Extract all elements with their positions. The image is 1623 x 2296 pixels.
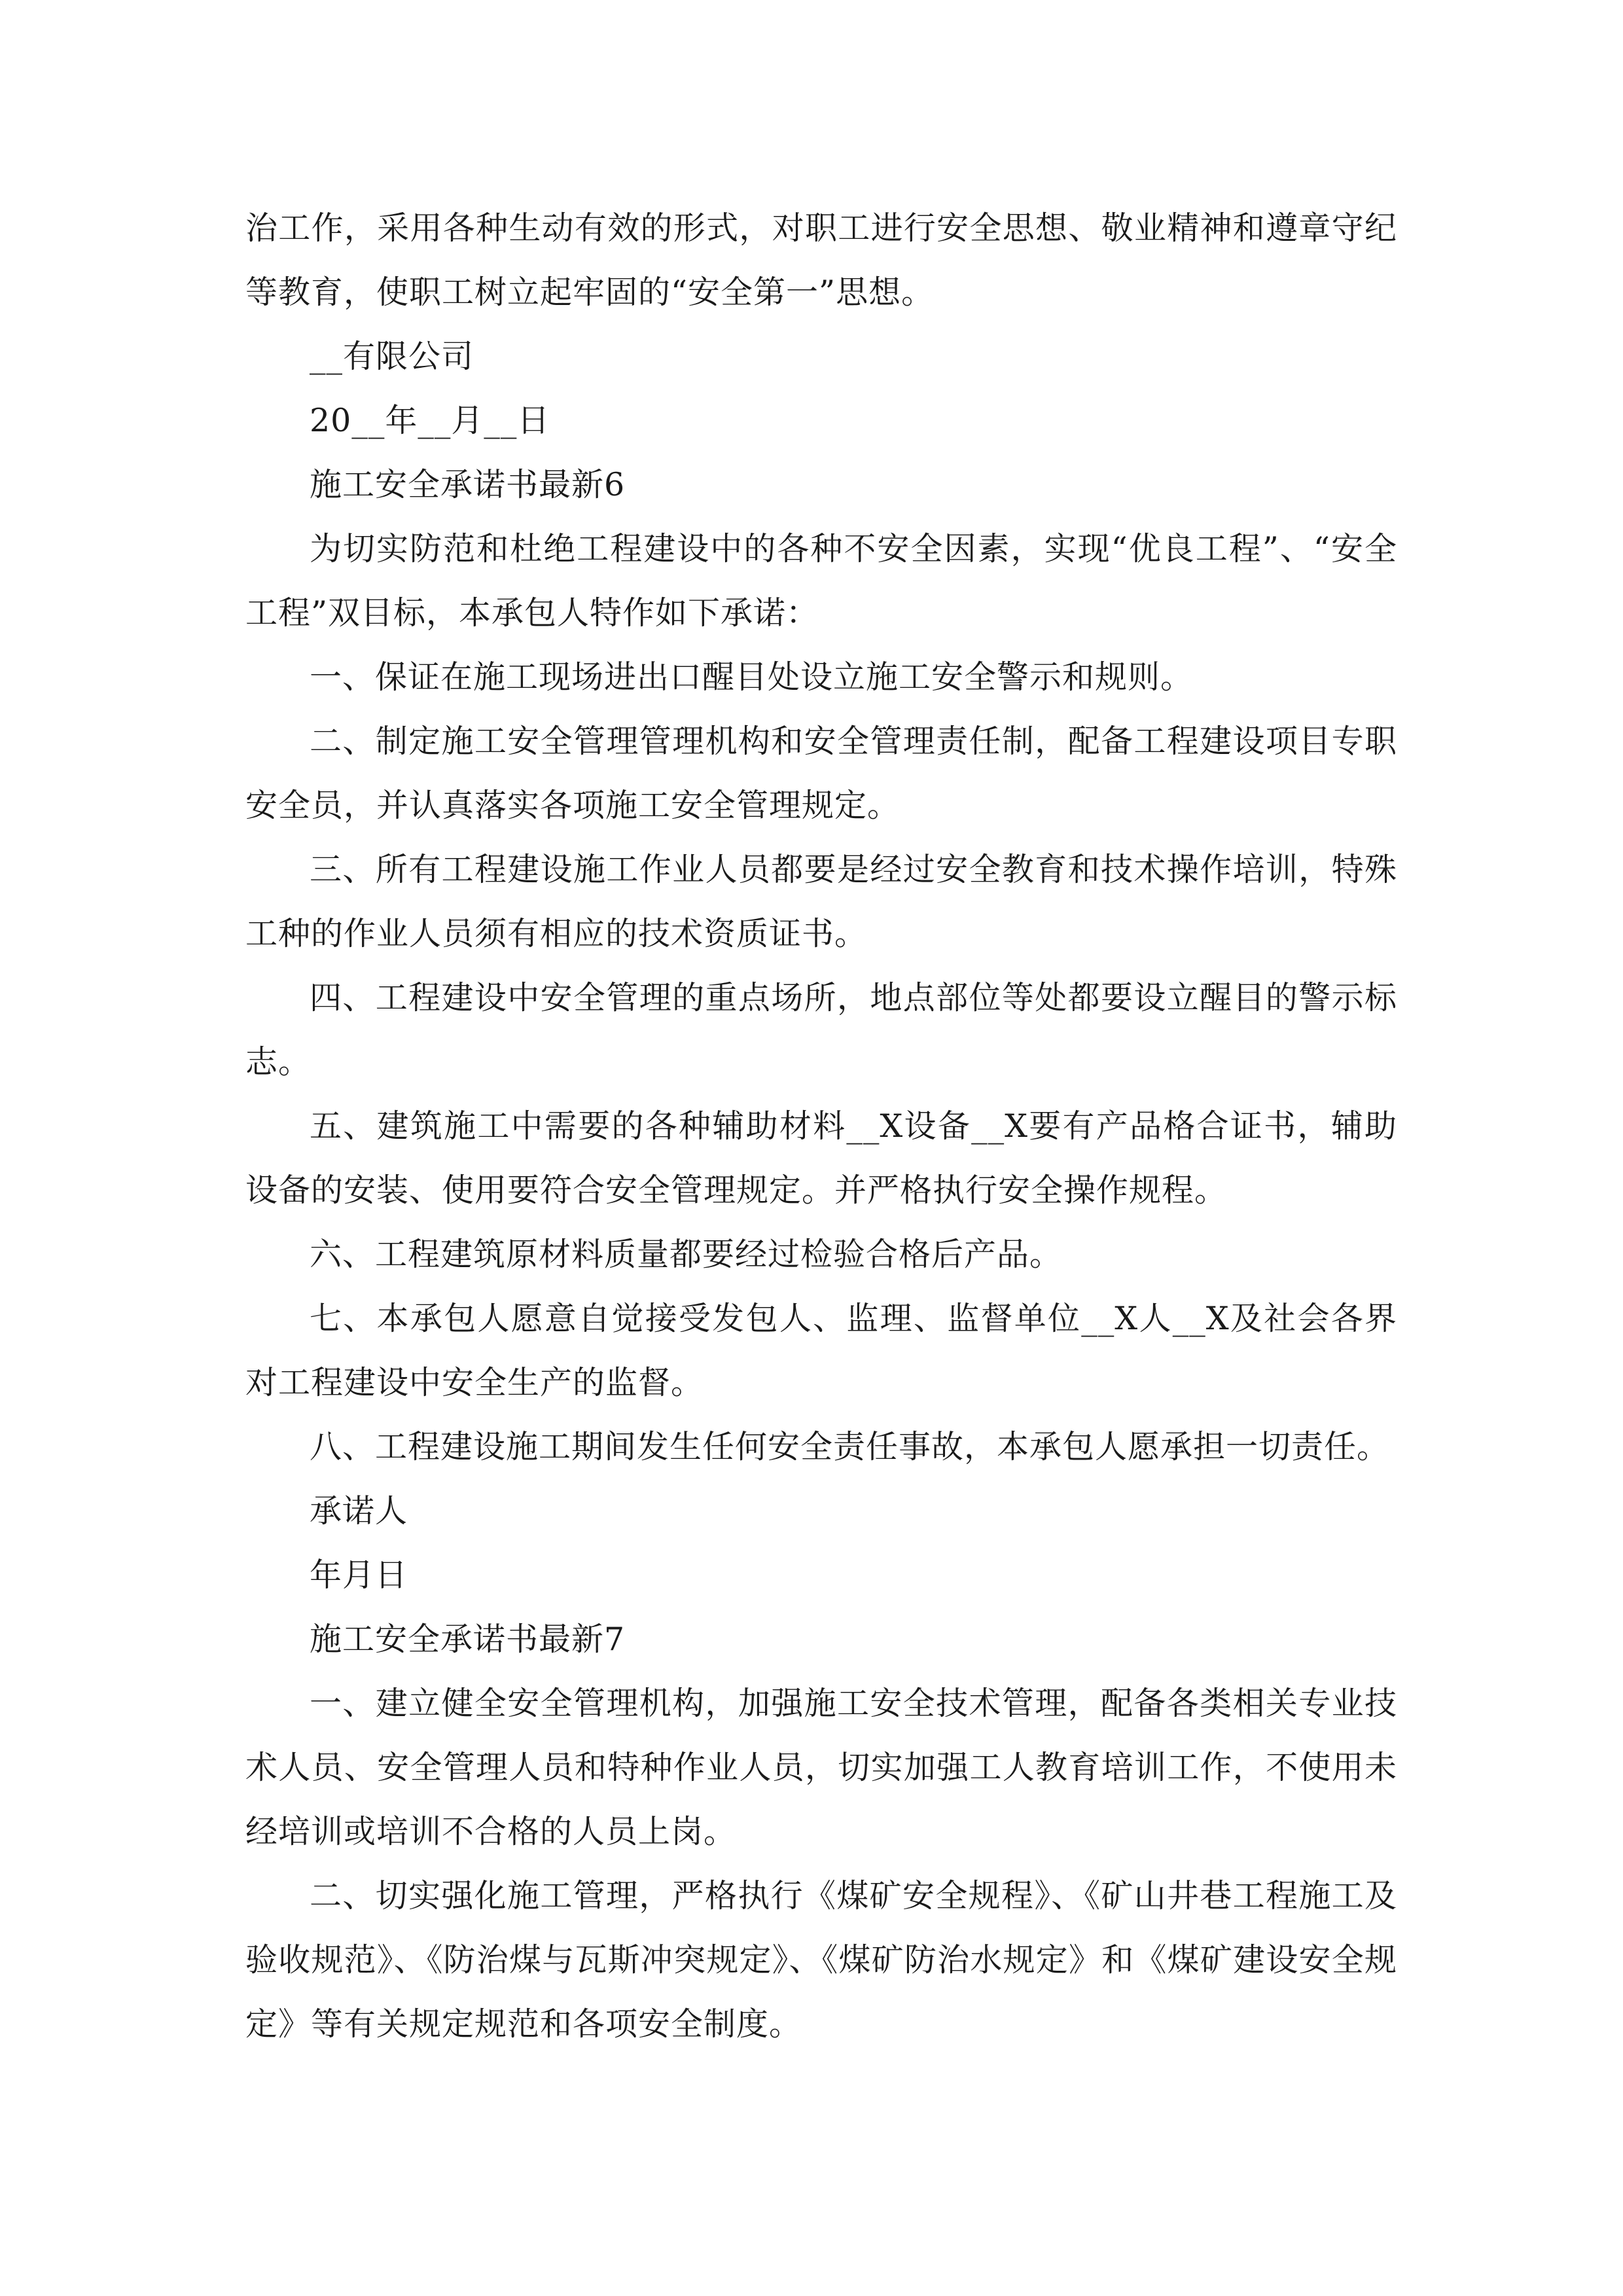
paragraph-intro-6: 为切实防范和杜绝工程建设中的各种不安全因素，实现“优良工程”、“安全工程”双目标，本承包人特作如下承诺：: [245, 530, 1397, 632]
signatory-line: 承诺人: [310, 1492, 408, 1530]
section-heading-7: 施工安全承诺书最新7: [310, 1621, 626, 1658]
paragraph-item-5: 五、建筑施工中需要的各种辅助材料__X设备__X要有产品格合证书，辅助设备的安装、使用要符合安全管理规定。并严格执行安全操作规程。: [245, 1107, 1397, 1209]
signature-date-line: 年月日: [310, 1556, 408, 1594]
company-name-line: __有限公司: [310, 338, 474, 375]
date-line: 20__年__月__日: [310, 402, 550, 439]
paragraph-item-4: 四、工程建设中安全管理的重点场所，地点部位等处都要设立醒目的警示标志。: [245, 979, 1397, 1081]
paragraph-item-2: 二、制定施工安全管理管理机构和安全管理责任制，配备工程建设项目专职安全员，并认真落实各项施工安全管理规定。: [245, 723, 1397, 824]
paragraph-continuation: 治工作，采用各种生动有效的形式，对职工进行安全思想、敬业精神和遵章守纪等教育，使职工树立起牢固的“安全第一”思想。: [245, 209, 1397, 311]
paragraph-item-7: 七、本承包人愿意自觉接受发包人、监理、监督单位__X人__X及社会各界对工程建设中安全生产的监督。: [245, 1300, 1397, 1401]
paragraph-section7-item-1: 一、建立健全安全管理机构，加强施工安全技术管理，配备各类相关专业技术人员、安全管理人员和特种作业人员，切实加强工人教育培训工作，不使用未经培训或培训不合格的人员上岗。: [245, 1685, 1397, 1850]
paragraph-section7-item-2: 二、切实强化施工管理，严格执行《煤矿安全规程》、《矿山井巷工程施工及验收规范》、《防治煤与瓦斯冲突规定》、《煤矿防治水规定》和《煤矿建设安全规定》等有关规定规范和各项安全制度。: [245, 1877, 1397, 2043]
paragraph-item-3: 三、所有工程建设施工作业人员都要是经过安全教育和技术操作培训，特殊工种的作业人员须有相应的技术资质证书。: [245, 851, 1397, 952]
paragraph-item-8: 八、工程建设施工期间发生任何安全责任事故，本承包人愿承担一切责任。: [310, 1428, 1390, 1465]
paragraph-item-6: 六、工程建筑原材料质量都要经过检验合格后产品。: [310, 1236, 1063, 1273]
paragraph-item-1: 一、保证在施工现场进出口醒目处设立施工安全警示和规则。: [310, 658, 1194, 696]
section-heading-6: 施工安全承诺书最新6: [310, 466, 626, 503]
document-body: [245, 196, 1397, 2056]
